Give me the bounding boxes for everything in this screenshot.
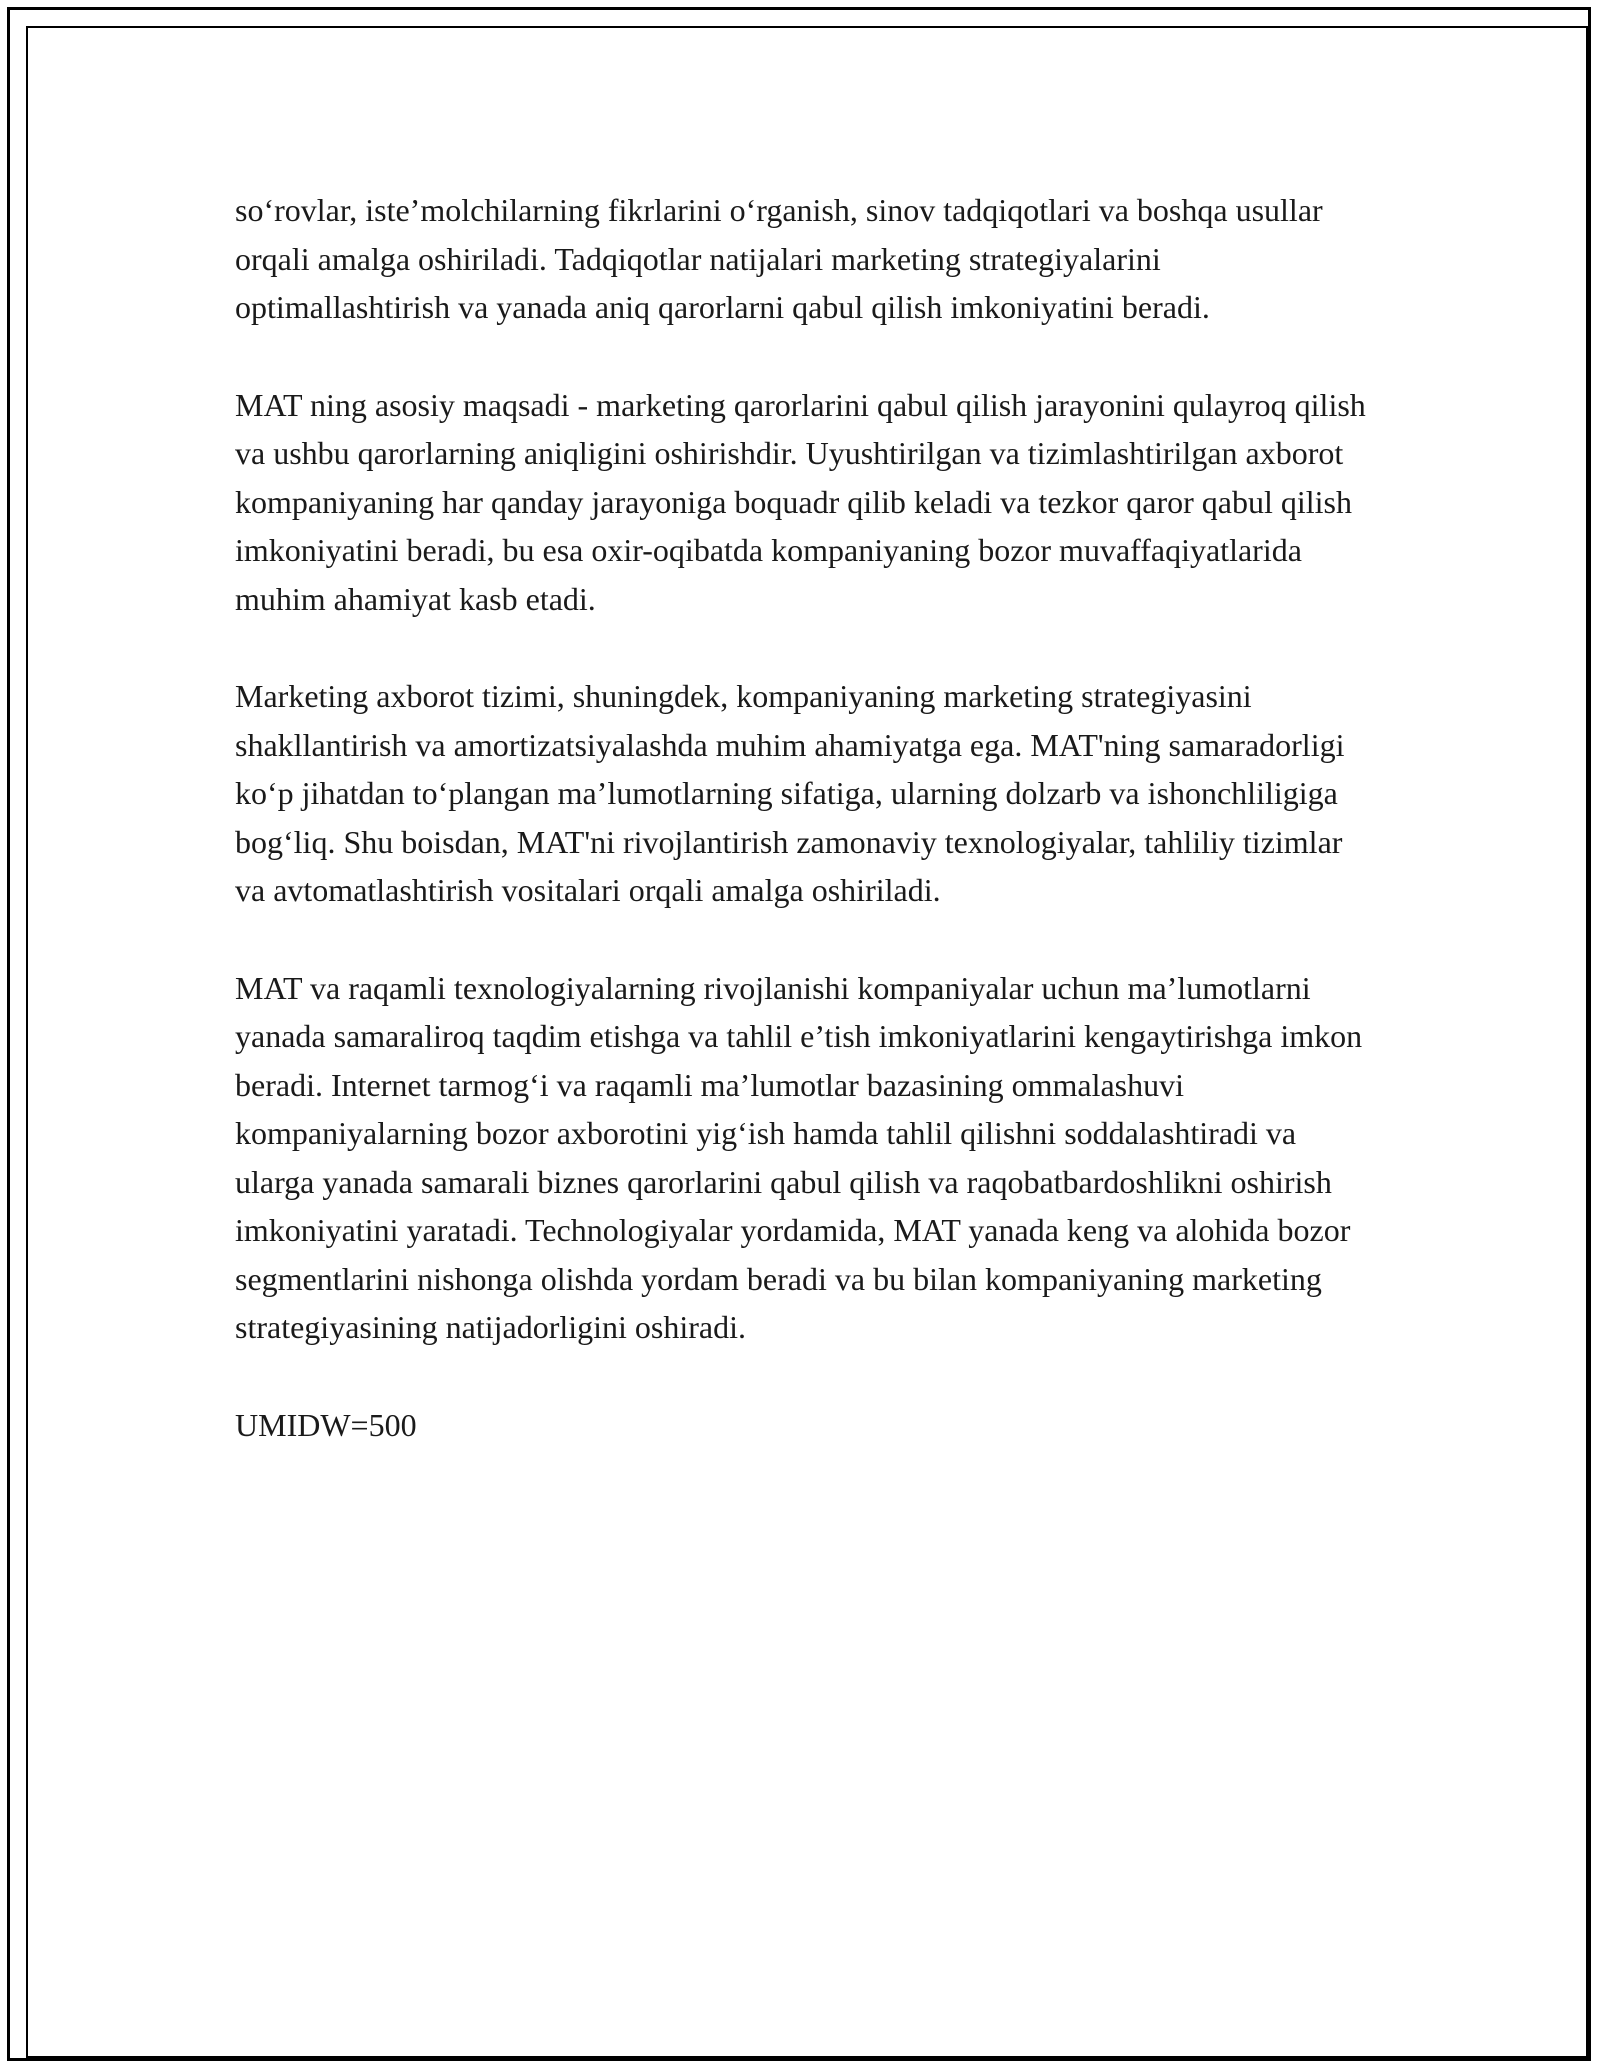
paragraph-survey-methods: so‘rovlar, iste’molchilarning fikrlarini o‘rganish, sinov tadqiqotlari va boshqa usullar orqali amalga oshiriladi. Tadqiqotlar natijalari marketing strategiyalarini optimallashtirish va yanada aniq qarorlarni qabul qilish imkoniyatini beradi. [235, 192, 1323, 325]
paragraph-mat-purpose: MAT ning asosiy maqsadi - marketing qarorlarini qabul qilish jarayonini qulayroq qilish va ushbu qarorlarning aniqligini oshirishdir. Uyushtirilgan va tizimlashtirilgan axborot kompaniyaning har qanday jarayoniga boquadr qilib keladi va tezkor qaror qabul qilish imkoniyatini beradi, bu esa oxir-oqibatda kompaniyaning bozor muvaffaqiyatlarida muhim ahamiyat kasb etadi. [235, 386, 1366, 617]
document-body [235, 186, 1380, 1449]
paragraph-marketing-info-system: Marketing axborot tizimi, shuningdek, kompaniyaning marketing strategiyasini shakllantirish va amortizatsiyalashda muhim ahamiyatga ega. MAT'ning samaradorligi ko‘p jihatdan to‘plangan ma’lumotlarning sifatiga, ularning dolzarb va ishonchliligiga bog‘liq. Shu boisdan, MAT'ni rivojlantirish zamonaviy texnologiyalar, tahliliy tizimlar va avtomatlashtirish vositalari orqali amalga oshiriladi. [235, 678, 1345, 908]
paragraph-umidw: UMIDW=500 [235, 1406, 417, 1443]
paragraph-digital-technologies: MAT va raqamli texnologiyalarning rivojlanishi kompaniyalar uchun ma’lumotlarni yanada samaraliroq taqdim etishga va tahlil e’tish imkoniyatlarini kengaytirishga imkon beradi. Internet tarmog‘i va raqamli ma’lumotlar bazasining ommalashuvi kompaniyalarning bozor axborotini yig‘ish hamda tahlil qilishni soddalashtiradi va ularga yanada samarali biznes qarorlarini qabul qilish va raqobatbardoshlikni oshirish imkoniyatini yaratadi. Technologiyalar yordamida, MAT yanada keng va alohida bozor segmentlarini nishonga olishda yordam beradi va bu bilan kompaniyaning marketing strategiyasining natijadorligini oshiradi. [235, 969, 1363, 1345]
